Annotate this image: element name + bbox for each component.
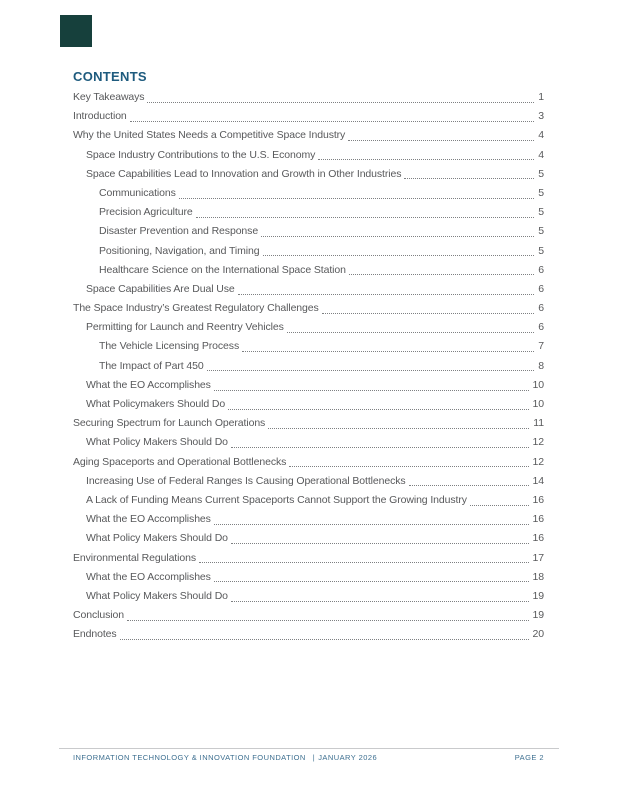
- toc-dotted-leader: [348, 140, 534, 141]
- toc-entry-label: What Policymakers Should Do: [86, 398, 226, 410]
- toc-dotted-leader: [196, 217, 535, 218]
- toc-entry-page-number: 5: [538, 225, 544, 238]
- toc-dotted-leader: [147, 102, 534, 103]
- toc-entry-page-number: 6: [538, 321, 544, 334]
- toc-entry-page-number: 5: [538, 206, 544, 219]
- toc-entry-page-number: 4: [538, 148, 544, 161]
- toc-dotted-leader: [214, 390, 529, 391]
- toc-entry-label: The Vehicle Licensing Process: [99, 340, 240, 353]
- toc-entry-page-number: 5: [538, 167, 544, 180]
- toc-entry-label: What the EO Accomplishes: [86, 513, 211, 526]
- toc-entry[interactable]: [73, 280, 544, 299]
- toc-entry-page-number: 10: [532, 378, 544, 391]
- footer-page-number: PAGE 2: [514, 753, 544, 762]
- toc-entry[interactable]: [73, 203, 544, 222]
- toc-entry-label: Permitting for Launch and Reentry Vehicles: [86, 321, 284, 334]
- toc-entry-page-number: 18: [532, 570, 544, 583]
- toc-entry-label: A Lack of Funding Means Current Spaceports Cannot Support the Growing Industry: [86, 493, 467, 506]
- toc-entry-page-number: 6: [538, 263, 544, 276]
- toc-entry-page-number: 16: [532, 493, 544, 506]
- toc-dotted-leader: [261, 236, 534, 237]
- toc-entry-label: What the EO Accomplishes: [86, 570, 211, 583]
- toc-entry-label: Space Capabilities Lead to Innovation and Growth in Other Industries: [86, 167, 402, 180]
- toc-entry[interactable]: [73, 453, 544, 472]
- itif-logo: [60, 15, 92, 47]
- toc-entry[interactable]: [73, 472, 544, 491]
- toc-dotted-leader: [409, 485, 529, 486]
- toc-entry[interactable]: [73, 606, 544, 625]
- toc-entry-page-number: 10: [532, 398, 544, 410]
- toc-dotted-leader: [214, 581, 529, 582]
- toc-entry-page-number: 19: [532, 609, 544, 622]
- toc-entry-page-number: 3: [538, 110, 544, 123]
- toc-entry-page-number: 7: [538, 340, 544, 353]
- toc-entry-page-number: 20: [532, 628, 544, 641]
- toc-entry[interactable]: [73, 395, 544, 414]
- footer-separator: |: [312, 753, 316, 762]
- toc-entry-page-number: 6: [538, 282, 544, 295]
- toc-entry[interactable]: [73, 165, 544, 184]
- toc-entry-label: Aging Spaceports and Operational Bottlenecks: [73, 455, 287, 468]
- toc-dotted-leader: [404, 178, 534, 179]
- toc-dotted-leader: [207, 370, 535, 371]
- toc-entry[interactable]: [73, 376, 544, 395]
- toc-entry-label: Communications: [99, 186, 176, 199]
- toc-entry-label: What Policy Makers Should Do: [86, 589, 228, 602]
- toc-entry-page-number: 17: [532, 551, 544, 564]
- toc-entry-page-number: 12: [532, 455, 544, 468]
- toc-entry-page-number: 5: [538, 244, 544, 257]
- toc-entry[interactable]: [73, 107, 544, 126]
- toc-entry[interactable]: [73, 433, 544, 452]
- toc-entry-label: Environmental Regulations: [73, 551, 196, 564]
- toc-entry-label: Introduction: [73, 110, 127, 123]
- toc-entry[interactable]: [73, 510, 544, 529]
- toc-dotted-leader: [231, 447, 529, 448]
- toc-entry-label: The Space Industry’s Greatest Regulatory Challenges: [73, 302, 319, 315]
- toc-entry-page-number: 4: [538, 129, 544, 142]
- toc-entry[interactable]: [73, 337, 544, 356]
- toc-entry-label: Conclusion: [73, 609, 124, 622]
- toc-entry-page-number: 14: [532, 474, 544, 487]
- toc-entry-page-number: 5: [538, 186, 544, 199]
- toc-entry-label: Key Takeaways: [73, 91, 145, 103]
- toc-entry-label: Increasing Use of Federal Ranges Is Causing Operational Bottlenecks: [86, 474, 406, 487]
- toc-dotted-leader: [179, 198, 534, 199]
- toc-entry-label: What Policy Makers Should Do: [86, 436, 228, 449]
- toc-entry-page-number: 11: [533, 417, 544, 430]
- toc-entry-label: Endnotes: [73, 628, 117, 641]
- toc-dotted-leader: [242, 351, 534, 352]
- toc-entry-page-number: 12: [532, 436, 544, 449]
- toc-entry-label: Space Capabilities Are Dual Use: [86, 282, 235, 295]
- toc-entry[interactable]: [73, 357, 544, 376]
- toc-entry[interactable]: [73, 222, 544, 241]
- toc-dotted-leader: [199, 562, 529, 563]
- toc-entry[interactable]: [73, 491, 544, 510]
- toc-entry-page-number: 16: [532, 532, 544, 545]
- toc-entry-label: Why the United States Needs a Competitive Space Industry: [73, 129, 346, 142]
- toc-dotted-leader: [228, 409, 528, 410]
- toc-dotted-leader: [349, 274, 534, 275]
- toc-entry-label: Positioning, Navigation, and Timing: [99, 244, 260, 257]
- toc-dotted-leader: [231, 543, 529, 544]
- toc-dotted-leader: [263, 255, 535, 256]
- toc-entry[interactable]: [73, 529, 544, 548]
- toc-entry[interactable]: [73, 568, 544, 587]
- toc-entry[interactable]: [73, 318, 544, 337]
- footer-publisher: INFORMATION TECHNOLOGY & INNOVATION FOUNDATION: [73, 753, 306, 762]
- toc-entry-label: Disaster Prevention and Response: [99, 225, 259, 238]
- page-footer: [73, 753, 544, 763]
- toc-dotted-leader: [130, 121, 535, 122]
- toc-dotted-leader: [120, 639, 529, 640]
- toc-entry[interactable]: [73, 414, 544, 433]
- toc-entry-page-number: 1: [538, 91, 544, 103]
- toc-dotted-leader: [322, 313, 535, 314]
- toc-entry-label: Healthcare Science on the International Space Station: [99, 263, 346, 276]
- toc-dotted-leader: [289, 466, 528, 467]
- toc-entry-label: The Impact of Part 450: [99, 359, 204, 372]
- toc-entry-page-number: 6: [538, 302, 544, 315]
- toc-dotted-leader: [318, 159, 534, 160]
- toc-entry[interactable]: [73, 261, 544, 280]
- toc-dotted-leader: [231, 601, 529, 602]
- page-title: CONTENTS: [73, 69, 147, 84]
- toc-entry[interactable]: [73, 126, 544, 145]
- toc-entry[interactable]: [73, 242, 544, 261]
- footer-date: JANUARY 2026: [318, 753, 378, 762]
- toc-entry[interactable]: [73, 88, 544, 107]
- toc-entry[interactable]: [73, 625, 544, 644]
- table-of-contents: [73, 88, 544, 644]
- footer-publisher-block: [73, 753, 381, 763]
- toc-entry-label: Securing Spectrum for Launch Operations: [73, 417, 266, 430]
- toc-entry-page-number: 8: [538, 359, 544, 372]
- footer-divider: [59, 748, 559, 749]
- toc-dotted-leader: [470, 505, 529, 506]
- toc-dotted-leader: [214, 524, 529, 525]
- toc-entry[interactable]: [73, 549, 544, 568]
- toc-entry-page-number: 19: [532, 589, 544, 602]
- toc-dotted-leader: [127, 620, 529, 621]
- toc-entry[interactable]: [73, 587, 544, 606]
- toc-dotted-leader: [287, 332, 535, 333]
- toc-entry-label: What the EO Accomplishes: [86, 378, 211, 391]
- toc-entry-page-number: 16: [532, 513, 544, 526]
- toc-entry[interactable]: [73, 146, 544, 165]
- toc-entry-label: Space Industry Contributions to the U.S. Economy: [86, 148, 316, 161]
- toc-entry-label: Precision Agriculture: [99, 206, 193, 219]
- toc-entry-label: What Policy Makers Should Do: [86, 532, 228, 545]
- toc-dotted-leader: [238, 294, 535, 295]
- toc-entry[interactable]: [73, 299, 544, 318]
- toc-entry[interactable]: [73, 184, 544, 203]
- toc-dotted-leader: [268, 428, 529, 429]
